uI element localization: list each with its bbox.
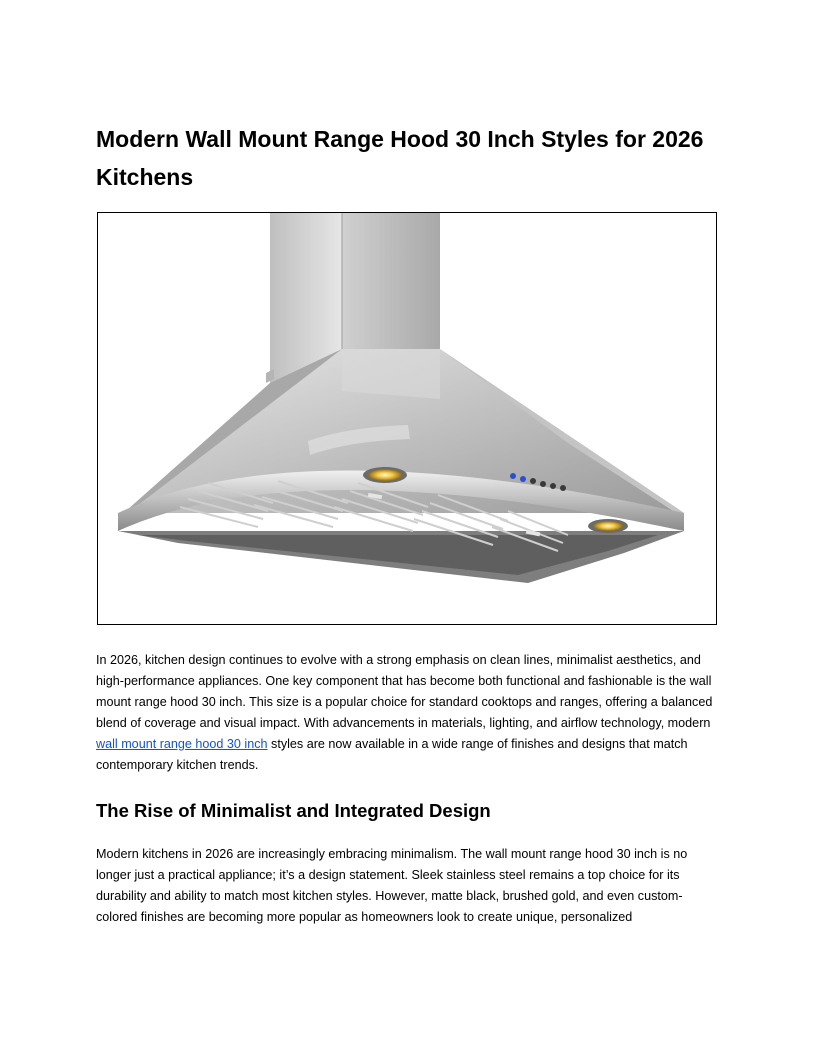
range-hood-image bbox=[97, 212, 717, 625]
page-title: Modern Wall Mount Range Hood 30 Inch Styles for 2026 Kitchens bbox=[96, 126, 704, 190]
light-right bbox=[593, 521, 623, 531]
section-paragraph: Modern kitchens in 2026 are increasingly embracing minimalism. The wall mount range hood 30 inch is no longer just a practical appliance; it’s a design statement. Sleek stainless steel remains a top choice for its durability and ability to match most kitchen styles. However, matte black, brushed gold, and even custom-colored finishes are becoming more popular as homeowners look to create unique, personalized bbox=[96, 847, 688, 924]
intro-text-after-link: styles are now available in a wide range of finishes and designs that match contemporary kitchen trends. bbox=[96, 737, 688, 772]
control-button-5 bbox=[550, 483, 556, 489]
intro-paragraph bbox=[96, 650, 722, 776]
control-button-3 bbox=[530, 478, 536, 484]
control-button-6 bbox=[560, 485, 566, 491]
control-button-4 bbox=[540, 481, 546, 487]
range-hood-illustration bbox=[98, 213, 716, 624]
light-left bbox=[368, 469, 402, 481]
wall-mount-range-hood-link[interactable]: wall mount range hood 30 inch bbox=[96, 737, 268, 751]
section-heading: The Rise of Minimalist and Integrated Design bbox=[96, 800, 491, 821]
intro-text-before-link: In 2026, kitchen design continues to evolve with a strong emphasis on clean lines, minimalist aesthetics, and high-performance appliances. One key component that has become both functional and fashionable is the wall mount range hood 30 inch. This size is a popular choice for standard cooktops and ranges, offering a balanced blend of coverage and visual impact. With advancements in materials, lighting, and airflow technology, modern bbox=[96, 653, 713, 730]
control-button-2 bbox=[520, 476, 526, 482]
control-button-1 bbox=[510, 473, 516, 479]
